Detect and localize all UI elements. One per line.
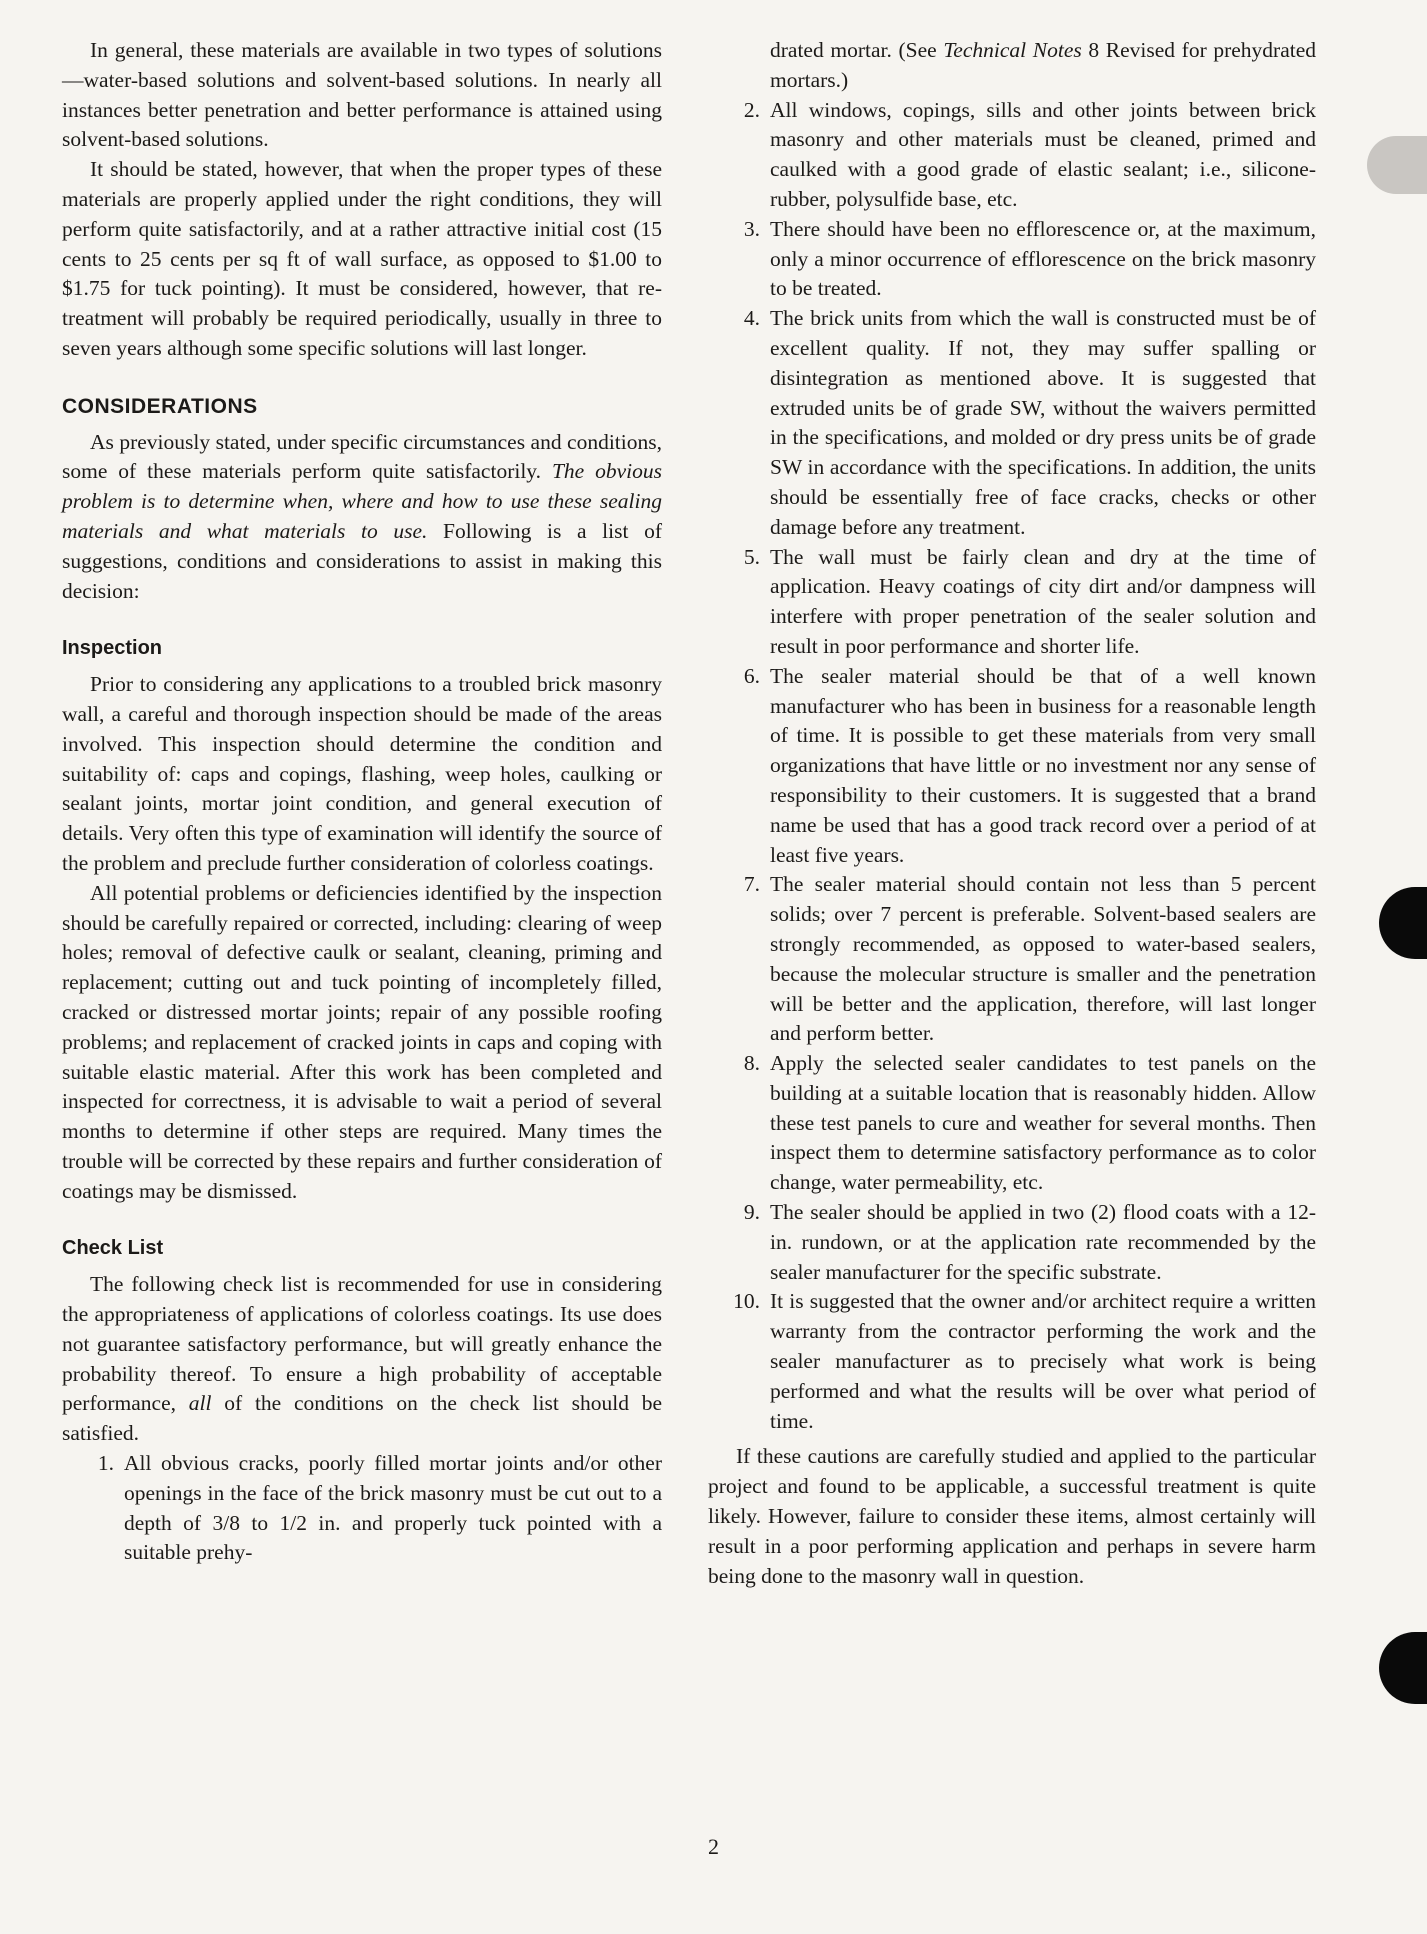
considerations-italic: The obvious problem is to determine when, where and how to use these sealing materials and what materials to use. [62,459,663,543]
list-item-text: The sealer should be applied in two (2) flood coats with a 12-in. rundown, or at the application rate recommended by the sealer manufacturer for the specific substrate. [770,1200,1316,1284]
right-column [708,36,1316,1591]
list-item-number: 8. [743,1051,760,1076]
list-item [708,1198,1316,1287]
list-item-text: The sealer material should contain not less than 5 percent solids; over 7 percent is preferable. Solvent-based sealers are strongly recommended, as opposed to water-based sealers, because the molecular structure is smaller and the penetration will be better and the application, therefore, will last longer and perform better. [770,872,1316,1046]
list-item-number: 4. [743,306,760,331]
item1-continuation: drated mortar. (See Technical Notes 8 Revised for prehydrated mortars.) [770,38,1317,92]
considerations-heading: CONSIDERATIONS [62,394,258,418]
binder-hole [1379,887,1427,959]
checklist-list-left [62,1449,662,1568]
intro-paragraph-1: In general, these materials are available in two types of solutions—water-based solutions and solvent-based solutions. In nearly all instances better penetration and better performance is attained using solvent-based solutions. [62,38,662,152]
list-item-text: It is suggested that the owner and/or architect require a written warranty from the contractor performing the work and the sealer manufacturer as to precisely what work is being performed and what the results will be over what period of time. [770,1289,1316,1433]
considerations-paragraph: As previously stated, under specific circumstances and conditions, some of these materials perform quite satisfactorily. The obvious problem is to determine when, where and how to use these sealing materials and what materials to use. Following is a list of suggestions, conditions and considerations to assist in making this decision: [62,429,663,603]
list-item [708,215,1316,304]
page-tab-marker [1367,136,1427,194]
inspection-heading: Inspection [62,637,163,660]
checklist-list-right [708,96,1316,1437]
list-item-number: 5. [743,544,760,569]
list-item-text: There should have been no efflorescence or, at the maximum, only a minor occurrence of efflorescence on the brick masonry to be treated. [770,216,1316,301]
list-item [62,1449,662,1568]
list-item-number: 1. [97,1451,114,1476]
list-item [708,662,1316,871]
list-item [708,870,1316,1049]
list-item [708,304,1316,542]
list-item-number: 9. [743,1200,760,1225]
left-column [62,36,662,1568]
list-item [708,543,1316,662]
page-number: 2 [708,1834,719,1859]
list-item-text: The sealer material should be that of a well known manufacturer who has been in business for a reasonable length of time. It is possible to get these materials from very small organizations that have little or no investment nor any sense of responsibility to their customers. It is suggested that a brand name be used that has a good track record over a period of at least five years. [770,663,1316,867]
list-item-text: Apply the selected sealer candidates to test panels on the building at a suitable location that is reasonably hidden. Allow these test panels to cure and weather for several months. Then inspect them to determine satisfactory performance as to color change, water permeability, etc. [770,1051,1316,1195]
checklist-paragraph: The following check list is recommended for use in considering the appropriateness of applications of colorless coatings. Its use does not guarantee satisfactory performance, but will greatly enhance the probability thereof. To ensure a high probability of acceptable performance, all of the conditions on the check list should be satisfied. [62,1272,663,1446]
checklist-heading: Check List [62,1237,164,1260]
binder-hole [1379,1632,1427,1704]
checklist-italic: all [188,1391,212,1416]
list-item-text: All obvious cracks, poorly filled mortar joints and/or other openings in the face of the brick masonry must be cut out to a depth of 3/8 to 1/2 in. and properly tuck pointed with a suitable prehy- [124,1451,662,1565]
inspection-paragraph-2: All potential problems or deficiencies identified by the inspection should be carefully repaired or corrected, including: clearing of weep holes; removal of defective caulk or sealant, cleaning, priming and replacement; cutting out and tuck pointing of incompletely filled, cracked or distressed mortar joints; repair of any possible roofing problems; and replacement of cracked joints in caps and coping with suitable elastic material. After this work has been completed and inspected for correctness, it is advisable to wait a period of several months to determine if other steps are required. Many times the trouble will be corrected by these repairs and further consideration of coatings may be dismissed. [62,880,662,1203]
list-item [708,1287,1316,1436]
list-item [708,96,1316,215]
list-item-number: 6. [743,663,760,688]
technical-notes-italic: Technical Notes [943,38,1082,62]
list-item-number: 2. [743,97,760,122]
intro-paragraph-2: It should be stated, however, that when the proper types of these materials are properly applied under the right conditions, they will perform quite satisfactorily, and at a rather attractive initial cost (15 cents to 25 cents per sq ft of wall surface, as opposed to $1.00 to $1.75 for tuck pointing). It must be considered, however, that re-treatment will probably be required periodically, usually in three to seven years although some specific solutions will last longer. [62,157,662,360]
list-item-text: All windows, copings, sills and other joints between brick masonry and other materials must be cleaned, primed and caulked with a good grade of elastic sealant; i.e., silicone-rubber, polysulfide base, etc. [770,97,1316,211]
inspection-paragraph-1: Prior to considering any applications to a troubled brick masonry wall, a careful and thorough inspection should be made of the areas involved. This inspection should determine the condition and suitability of: caps and copings, flashing, weep holes, caulking or sealant joints, mortar joint condition, and general execution of details. Very often this type of examination will identify the source of the problem and preclude further consideration of colorless coatings. [62,672,662,875]
list-item-text: The brick units from which the wall is constructed must be of excellent quality. If not, they may suffer spalling or disintegration as mentioned above. It is suggested that extruded units be of grade SW, without the waivers permitted in the specifications, and molded or dry press units be of grade SW in accordance with the specifications. In addition, the units should be essentially free of face cracks, checks or other damage before any treatment. [770,306,1316,539]
list-item-text: The wall must be fairly clean and dry at the time of application. Heavy coatings of city dirt and/or dampness will interfere with proper penetration of the sealer solution and result in poor performance and shorter life. [770,544,1316,658]
list-item [708,1049,1316,1198]
list-item-number: 10. [733,1289,760,1314]
list-item-number: 7. [743,872,760,897]
list-item-number: 3. [743,216,760,241]
closing-paragraph: If these cautions are carefully studied and applied to the particular project and found to be applicable, a successful treatment is quite likely. However, failure to consider these items, almost certainly will result in a poor performing application and perhaps in severe harm being done to the masonry wall in question. [708,1444,1316,1588]
